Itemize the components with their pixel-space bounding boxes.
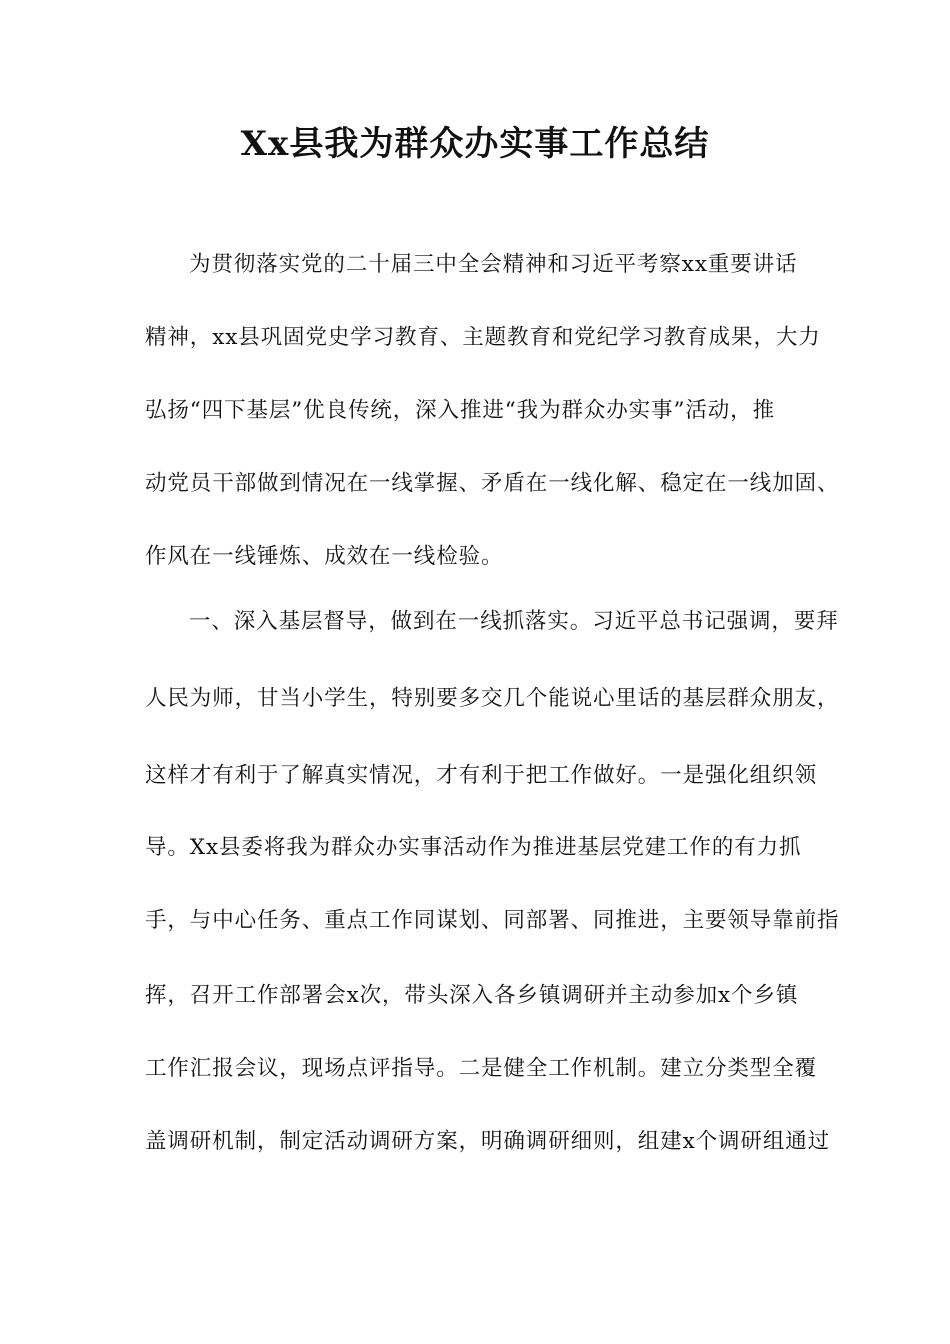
paragraph-1-line-3: 弘扬“四下基层”优良传统，深入推进“我为群众办实事”活动，推 [145, 398, 775, 423]
paragraph-2-line-4: 导。Xx县委将我为群众办实事活动作为推进基层党建工作的有力抓 [145, 835, 802, 860]
paragraph-1-line-2: 精神，xx县巩固党史学习教育、主题教育和党纪学习教育成果，大力 [145, 325, 821, 350]
paragraph-2-line-6: 挥，召开工作部署会x次，带头深入各乡镇调研并主动参加x个乡镇 [145, 983, 799, 1008]
paragraph-2-line-1: 一、深入基层督导，做到在一线抓落实。习近平总书记强调，要拜 [189, 609, 839, 634]
paragraph-2-line-3: 这样才有利于了解真实情况，才有利于把工作做好。一是强化组织领 [145, 763, 818, 788]
paragraph-2-line-2: 人民为师，甘当小学生，特别要多交几个能说心里话的基层群众朋友， [145, 686, 840, 711]
paragraph-1-line-4: 动党员干部做到情况在一线掌握、矛盾在一线化解、稳定在一线加固、 [145, 471, 840, 496]
paragraph-1-line-5: 作风在一线锤炼、成效在一线检验。 [145, 544, 504, 569]
paragraph-2-line-5: 手，与中心任务、重点工作同谋划、同部署、同推进，主要领导靠前指 [145, 908, 840, 933]
paragraph-1-line-1: 为贯彻落实党的二十届三中全会精神和习近平考察xx重要讲话 [189, 252, 798, 277]
document-title: Xx县我为群众办实事工作总结 [240, 124, 710, 164]
paragraph-2-line-8: 盖调研机制，制定活动调研方案，明确调研细则，组建x个调研组通过 [145, 1129, 831, 1154]
paragraph-2-line-7: 工作汇报会议，现场点评指导。二是健全工作机制。建立分类型全覆 [145, 1056, 818, 1081]
